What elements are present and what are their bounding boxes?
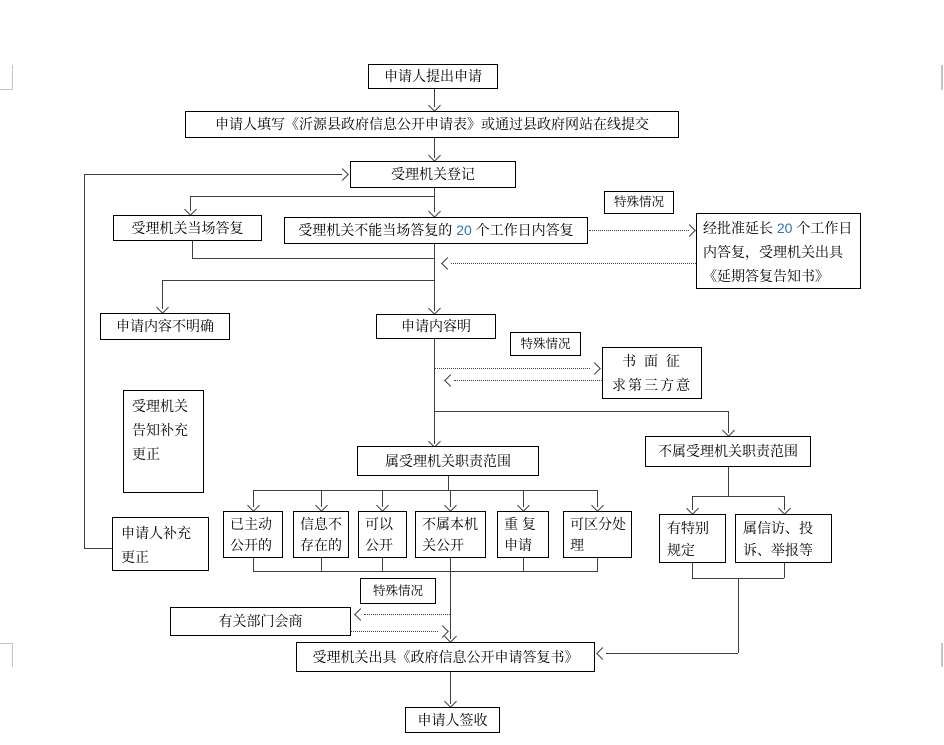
text-line: 可以 xyxy=(365,516,393,532)
node-not-this-org xyxy=(415,511,486,558)
text-line: 申请内容明 xyxy=(401,318,471,334)
node-consult-departments xyxy=(170,607,351,636)
node-can-public xyxy=(358,511,407,558)
flow-line xyxy=(321,558,322,571)
text-line: 重 复 xyxy=(504,516,536,532)
flow-line xyxy=(597,558,598,571)
flow-line xyxy=(253,558,254,571)
node-out-of-scope xyxy=(645,436,811,467)
label-special-case-2 xyxy=(510,332,581,356)
arrow-left xyxy=(354,608,367,621)
page-margin-mark xyxy=(12,643,13,667)
text-line: 受理机关 xyxy=(132,398,188,414)
node-already-public xyxy=(223,511,283,558)
text-line: 不属受理机关职责范围 xyxy=(658,443,798,459)
flow-line xyxy=(162,280,435,281)
text-line: 告知补充 xyxy=(132,422,188,438)
label-special-case-3 xyxy=(360,578,436,604)
text-line: 公开 xyxy=(365,537,393,553)
flow-line-dotted xyxy=(451,263,696,264)
arrow-down xyxy=(428,149,441,162)
flow-line xyxy=(84,174,342,175)
text-line: 可区分处 xyxy=(570,516,626,532)
text-line: 有关部门会商 xyxy=(218,613,303,629)
arrow-down xyxy=(315,499,328,512)
text-line: 《延期答复告知书》 xyxy=(703,268,829,284)
arrow-down xyxy=(686,502,699,515)
node-in-scope xyxy=(357,446,539,476)
text-line: 存在的 xyxy=(300,537,342,553)
arrow-down xyxy=(428,99,441,112)
text-line: 理 xyxy=(570,537,584,553)
text-line: 属信访、投 xyxy=(743,520,813,536)
page-margin-mark xyxy=(941,643,943,667)
flow-line xyxy=(253,571,598,572)
text-line: 特殊情况 xyxy=(372,583,423,598)
node-fill-form xyxy=(185,111,679,138)
text-line: 受理机关不能当场答复的 20 个工作日内答复 xyxy=(298,222,574,238)
text-line: 信息不 xyxy=(300,516,342,532)
arrow-right xyxy=(336,168,349,181)
node-extension-notice xyxy=(696,213,861,289)
text-line: 属受理机关职责范围 xyxy=(385,452,511,469)
text-line: 公开的 xyxy=(230,537,272,553)
node-deferred-reply xyxy=(284,217,588,244)
extension-days-number: 20 xyxy=(776,220,793,236)
text-line: 受理机关出具《政府信息公开申请答复书》 xyxy=(312,648,579,665)
arrow-down xyxy=(247,499,260,512)
text-line: 求第三方意 xyxy=(612,377,692,393)
arrow-down xyxy=(156,301,169,314)
text-line: 更正 xyxy=(132,446,160,462)
arrow-down xyxy=(184,203,197,216)
node-register xyxy=(350,161,516,188)
flow-line-dotted xyxy=(435,368,590,369)
node-applicant-sign xyxy=(405,707,500,733)
flow-line xyxy=(84,174,85,549)
text-line: 特殊情况 xyxy=(613,195,664,209)
flow-line xyxy=(450,558,451,639)
page-margin-mark xyxy=(0,89,13,90)
node-applicant-submit xyxy=(368,64,498,89)
node-content-clear xyxy=(376,314,496,339)
flow-line xyxy=(84,548,112,549)
node-applicant-supplement xyxy=(112,517,209,571)
text-line: 书 面 征 xyxy=(622,353,682,369)
text-line: 受理机关登记 xyxy=(391,166,475,182)
flow-line xyxy=(728,467,729,496)
flow-line xyxy=(738,578,739,653)
text-line: 特殊情况 xyxy=(520,336,571,351)
flow-line xyxy=(692,563,693,578)
flow-line xyxy=(784,563,785,578)
arrow-down xyxy=(428,302,441,315)
node-special-rules xyxy=(659,514,726,563)
flow-line-dotted xyxy=(454,380,602,381)
node-petition xyxy=(735,514,832,563)
arrow-right xyxy=(588,362,601,375)
text-line: 受理机关当场答复 xyxy=(131,219,244,236)
text-line: 申请内容不明确 xyxy=(116,318,214,334)
text-line: 更正 xyxy=(121,549,149,565)
flow-line xyxy=(448,476,449,490)
text-line: 经批准延长 20 个工作日 xyxy=(703,220,853,236)
deferred-days-number: 20 xyxy=(456,222,472,238)
arrow-down xyxy=(444,695,457,708)
page-margin-mark xyxy=(941,65,943,90)
flow-line xyxy=(692,496,784,497)
node-content-unclear xyxy=(100,313,230,340)
text-line: 内答复，受理机关出具 xyxy=(703,244,843,260)
flow-line xyxy=(382,558,383,571)
flow-line-dotted xyxy=(351,631,438,632)
text-line: 有特别 xyxy=(667,520,709,536)
flow-line-dotted xyxy=(589,230,689,231)
arrow-down xyxy=(376,499,389,512)
text-line: 申请 xyxy=(504,537,532,553)
arrow-left xyxy=(444,374,457,387)
flow-line-dotted xyxy=(364,614,450,615)
arrow-right xyxy=(683,224,696,237)
node-repeat-apply xyxy=(497,511,549,558)
flow-line xyxy=(253,490,598,491)
flow-line xyxy=(190,196,435,197)
flow-line xyxy=(192,241,193,258)
flow-line xyxy=(523,558,524,571)
arrow-down xyxy=(591,499,604,512)
text-line: 已主动 xyxy=(230,516,272,532)
node-issue-reply xyxy=(296,642,595,672)
flow-line xyxy=(434,411,728,412)
arrow-left xyxy=(441,257,454,270)
text-line: 申请人签收 xyxy=(417,711,488,728)
arrow-down xyxy=(778,502,791,515)
text-line: 规定 xyxy=(667,542,695,558)
flow-line xyxy=(434,339,435,444)
page-margin-mark xyxy=(12,65,13,90)
node-separable xyxy=(563,511,632,558)
node-onspot-reply xyxy=(113,215,262,241)
arrow-left xyxy=(596,647,609,660)
arrow-down xyxy=(517,499,530,512)
text-line: 申请人填写《沂源县政府信息公开申请表》或通过县政府网站在线提交 xyxy=(215,116,649,132)
text-line: 申请人提出申请 xyxy=(384,68,482,84)
text-line: 申请人补充 xyxy=(121,525,191,541)
flow-line xyxy=(606,653,738,654)
text-line: 关公开 xyxy=(422,537,464,553)
arrow-down xyxy=(722,424,735,437)
flow-line xyxy=(434,188,435,196)
node-info-not-exist xyxy=(293,511,349,558)
flow-line xyxy=(192,258,434,259)
label-special-case-1 xyxy=(604,191,674,214)
text-line: 不属本机 xyxy=(422,516,478,532)
node-notify-supplement xyxy=(123,390,204,493)
arrow-down xyxy=(444,499,457,512)
arrow-down xyxy=(428,205,441,218)
text-line: 诉、举报等 xyxy=(743,542,813,558)
node-third-party-consult xyxy=(602,347,702,399)
